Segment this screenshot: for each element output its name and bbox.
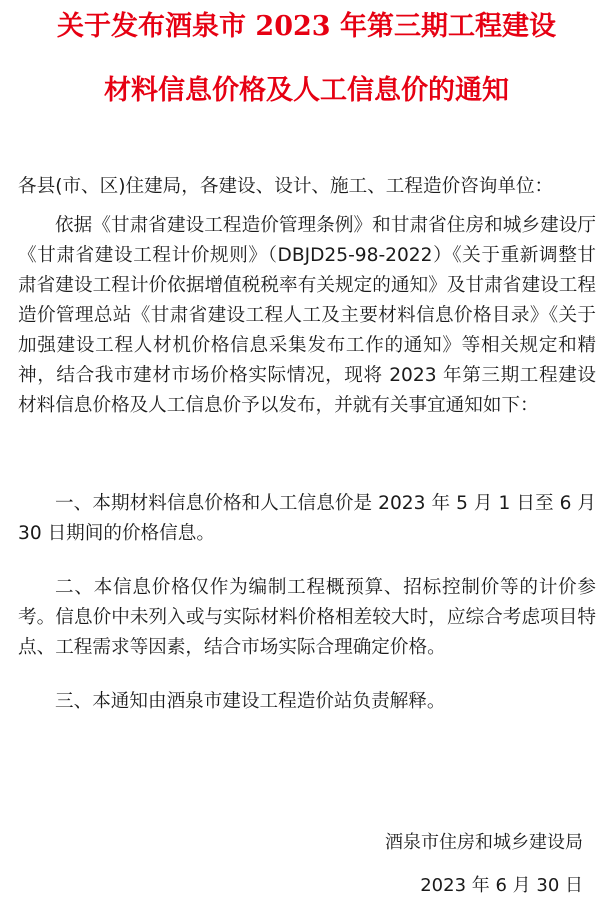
paragraph-basis: 依据《甘肃省建设工程造价管理条例》和甘肃省住房和城乡建设厅《甘肃省建设工程计价规则》（DBJD25-98-2022）《关于重新调整甘肃省建设工程计价依据增值税税率有关规定的通知》及甘肃省建设工程造价管理总站《甘肃省建设工程人工及主要材料信息价格目录》《关于加强建设工程人材机价格信息采集发布工作的通知》等相关规定和精神，结合我市建材市场价格实际情况，现将 2023 年第三期工程建设材料信息价格及人工信息价予以发布，并就有关事宜通知如下： — [18, 215, 596, 416]
notice-title-line-2: 材料信息价格及人工信息价的通知 — [104, 75, 509, 106]
signature-date: 2023 年 6 月 30 日 — [420, 875, 583, 896]
paragraph-item-2: 二、本信息价格仅作为编制工程概预算、招标控制价等的计价参考。信息价中未列入或与实际材料价格相差较大时，应综合考虑项目特点、工程需求等因素，结合市场实际合理确定价格。 — [18, 577, 596, 658]
paragraph-item-1: 一、本期材料信息价格和人工信息价是 2023 年 5 月 1 日至 6 月 30 日期间的价格信息。 — [18, 493, 596, 544]
signature-organization: 酒泉市住房和城乡建设局 — [385, 832, 583, 853]
notice-title-line-1: 关于发布酒泉市 2023 年第三期工程建设 — [57, 11, 556, 42]
salutation: 各县(市、区)住建局，各建设、设计、施工、工程造价咨询单位： — [18, 176, 554, 197]
paragraph-item-3: 三、本通知由酒泉市建设工程造价站负责解释。 — [55, 691, 446, 712]
